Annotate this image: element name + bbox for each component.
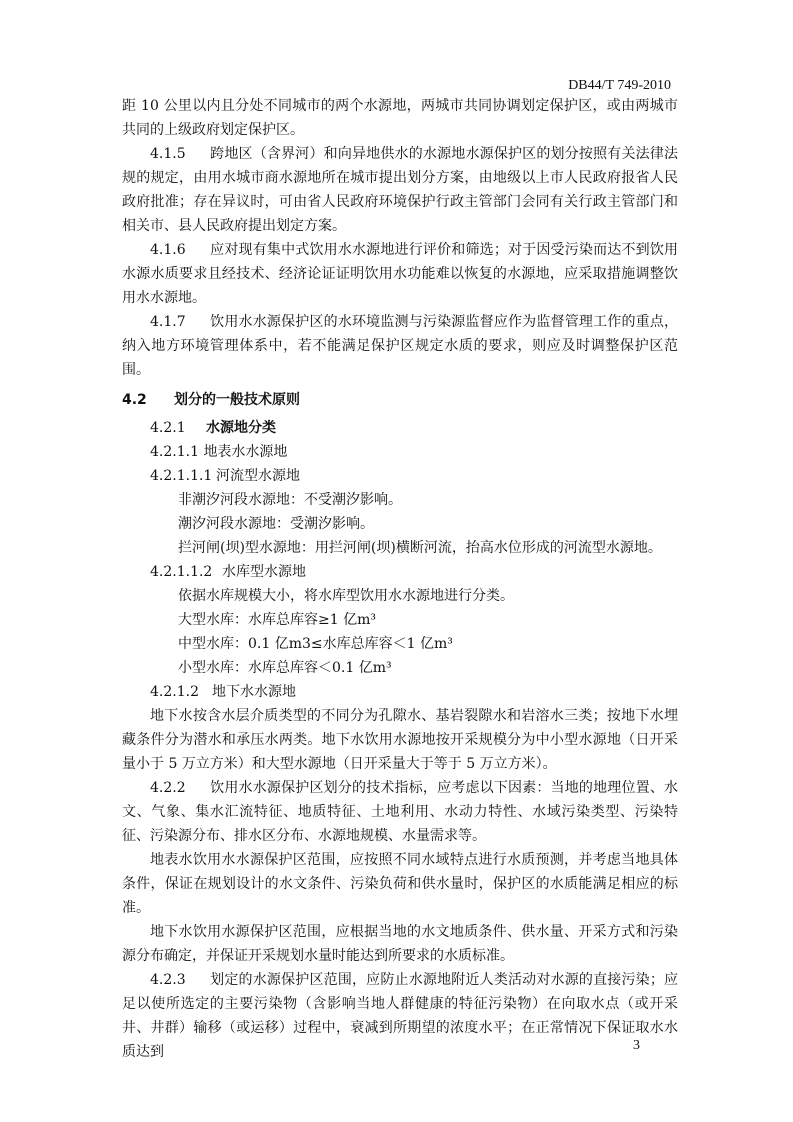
item-title: 地下水水源地 [212,684,296,700]
clause-4-1-6 [122,238,678,310]
clause-number: 4.1.6 [150,242,186,258]
document-code: DB44/T 749-2010 [568,78,671,93]
page-number: 3 [633,1038,640,1053]
clause-text: 饮用水水源保护区划分的技术指标，应考虑以下因素：当地的地理位置、水文、气象、集水汇流特征、地质特征、土地利用、水动力特性、水域污染类型、污染特征、污染源分布、排水区分布、水源地规模、水量需求等。 [122,780,678,844]
clause-number: 4.2.3 [150,972,186,988]
clause-number: 4.1.5 [150,146,186,162]
item-heading-4-2-1-1-1 [122,464,678,488]
list-item: 小型水库：水库总库容＜0.1 亿m³ [178,660,392,676]
list-item: 依据水库规模大小，将水库型饮用水水源地进行分类。 [178,588,514,604]
item-number: 4.2.1.1.2 [150,564,213,580]
item-title: 水库型水源地 [222,564,306,580]
clause-text: 划定的水源保护区范围，应防止水源地附近人类活动对水源的直接污染；应足以使所选定的主要污染物（含影响当地人群健康的特征污染物）在向取水点（或开采井、井群）输移（或运移）过程中，衰减到所期望的浓度水平；在正常情况下保证取水水质达到 [122,972,678,1060]
item-number: 4.2.1.1.1 [150,468,213,484]
clause-4-1-7 [122,310,678,382]
clause-number: 4.2.2 [150,780,186,796]
clause-text: 应对现有集中式饮用水水源地进行评价和筛选；对于因受污染而达不到饮用水源水质要求且经技术、经济论证证明饮用水功能难以恢复的水源地，应采取措施调整饮用水水源地。 [122,242,678,306]
paragraph-continuation: 距 10 公里以内且分处不同城市的两个水源地，两城市共同协调划定保护区，或由两城市共同的上级政府划定保护区。 [122,98,678,138]
paragraph: 地下水饮用水源保护区范围，应根据当地的水文地质条件、供水量、开采方式和污染源分布确定，并保证开采规划水量时能达到所要求的水质标准。 [122,924,678,964]
item-heading-4-2-1-2 [122,680,678,704]
clause-4-1-5 [122,142,678,238]
item-title: 地表水水源地 [203,444,288,460]
section-heading-4-2 [122,388,678,412]
item-heading-4-2-1-1-2 [122,560,678,584]
subsection-number: 4.2.1 [150,420,186,436]
clause-number: 4.1.7 [150,314,186,330]
section-title: 划分的一般技术原则 [174,392,300,408]
list-item: 潮汐河段水源地：受潮汐影响。 [178,516,374,532]
section-number: 4.2 [122,392,147,408]
clause-text: 跨地区（含界河）和向异地供水的水源地水源保护区的划分按照有关法律法规的规定，由用水城市商水源地所在城市提出划分方案，由地级以上市人民政府报省人民政府批准；存在异议时，可由省人民政府环境保护行政主管部门会同有关行政主管部门和相关市、县人民政府提出划定方案。 [122,146,678,234]
item-number: 4.2.1.1 [150,444,199,460]
paragraph: 地表水饮用水水源保护区范围，应按照不同水域特点进行水质预测，并考虑当地具体条件，保证在规划设计的水文条件、污染负荷和供水量时，保护区的水质能满足相应的标准。 [122,852,678,916]
item-number: 4.2.1.2 [150,684,199,700]
list-item: 大型水库：水库总库容≥1 亿m³ [178,612,376,628]
item-heading-4-2-1-1 [122,440,678,464]
clause-text: 饮用水水源保护区的水环境监测与污染源监督应作为监督管理工作的重点，纳入地方环境管理体系中，若不能满足保护区规定水质的要求，则应及时调整保护区范围。 [122,314,678,378]
subsection-title: 水源地分类 [206,420,276,436]
document-body [122,94,678,1064]
subsection-heading-4-2-1 [122,416,678,440]
clause-4-2-2 [122,776,678,848]
list-item: 非潮汐河段水源地：不受潮汐影响。 [178,492,402,508]
paragraph: 地下水按含水层介质类型的不同分为孔隙水、基岩裂隙水和岩溶水三类；按地下水埋藏条件分为潜水和承压水两类。地下水饮用水源地按开采规模分为中小型水源地（日开采量小于 5 万立方米）和大型水源地（日开采量大于等于 5 万立方米）。 [122,708,678,772]
clause-4-2-3 [122,968,678,1064]
list-item: 拦河闸(坝)型水源地：用拦河闸(坝)横断河流，抬高水位形成的河流型水源地。 [178,540,662,556]
list-item: 中型水库：0.1 亿m3≤水库总库容＜1 亿m³ [178,636,453,652]
item-title: 河流型水源地 [216,468,300,484]
